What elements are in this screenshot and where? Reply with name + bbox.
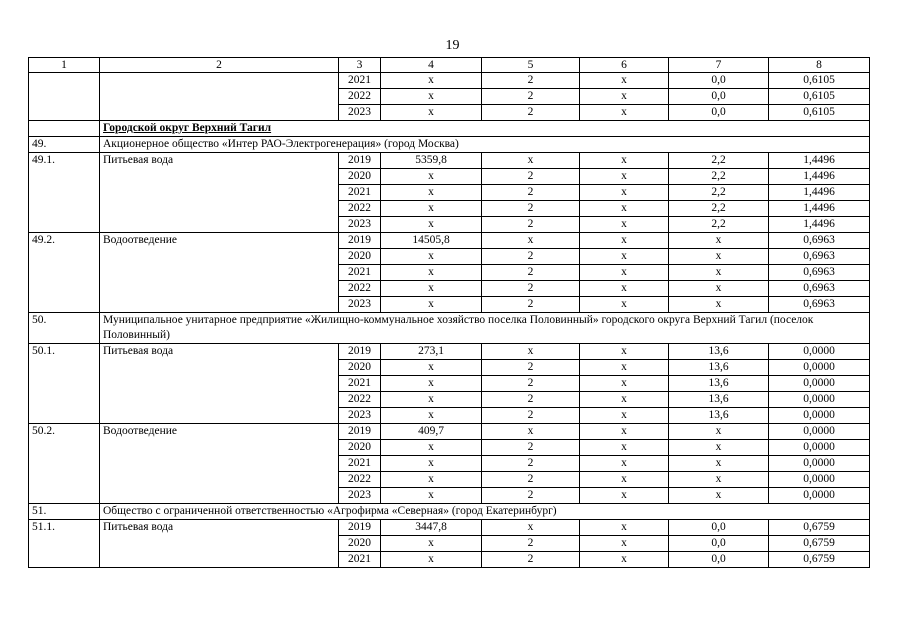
col7-cell: х [669,472,769,488]
col8-cell: 0,6105 [769,105,870,121]
table-body [29,58,870,568]
col5-cell: 2 [482,217,580,233]
col7-cell: 2,2 [669,153,769,169]
volume-cell: х [381,297,482,313]
col5-cell: 2 [482,456,580,472]
year-cell: 2021 [339,185,381,201]
volume-cell: х [381,456,482,472]
col8-cell: 1,4496 [769,185,870,201]
col6-cell: х [580,281,669,297]
volume-cell: х [381,536,482,552]
year-cell: 2020 [339,249,381,265]
table-row [29,344,870,360]
col5-cell: 2 [482,488,580,504]
row-number [29,73,100,121]
table-row [29,233,870,249]
col5-cell: 2 [482,376,580,392]
volume-cell: х [381,105,482,121]
col7-cell: х [669,440,769,456]
col6-cell: х [580,408,669,424]
col5-cell: 2 [482,249,580,265]
col8-cell: 0,6963 [769,233,870,249]
col7-cell: 0,0 [669,89,769,105]
col5-cell: 2 [482,392,580,408]
tariff-table [28,57,870,568]
volume-cell: х [381,265,482,281]
col7-cell: х [669,424,769,440]
year-cell: 2023 [339,297,381,313]
service-name: Водоотведение [100,424,339,504]
col8-cell: 1,4496 [769,201,870,217]
volume-cell: х [381,249,482,265]
service-name: Водоотведение [100,233,339,313]
col8-cell: 0,6759 [769,552,870,568]
col6-cell: х [580,169,669,185]
empty-cell [29,121,100,137]
volume-cell: х [381,392,482,408]
year-cell: 2022 [339,201,381,217]
col7-cell: 2,2 [669,201,769,217]
col5-cell: 2 [482,408,580,424]
col5-cell: 2 [482,105,580,121]
col6-cell: х [580,297,669,313]
year-cell: 2019 [339,153,381,169]
year-cell: 2019 [339,520,381,536]
col8-cell: 0,6963 [769,281,870,297]
column-header: 3 [339,58,381,73]
col5-cell: 2 [482,440,580,456]
volume-cell: х [381,552,482,568]
col8-cell: 0,0000 [769,440,870,456]
column-header: 7 [669,58,769,73]
column-header: 8 [769,58,870,73]
volume-cell: 5359,8 [381,153,482,169]
volume-cell: х [381,169,482,185]
col7-cell: 0,0 [669,105,769,121]
col8-cell: 0,6105 [769,73,870,89]
row-number: 49.1. [29,153,100,233]
col5-cell: 2 [482,536,580,552]
col6-cell: х [580,376,669,392]
year-cell: 2021 [339,552,381,568]
organization-name: Муниципальное унитарное предприятие «Жилищно-коммунальное хозяйство поселка Половинный» городского округа Верхний Тагил (поселок Половинный) [100,313,870,344]
col8-cell: 0,0000 [769,376,870,392]
col5-cell: 2 [482,472,580,488]
column-header: 4 [381,58,482,73]
volume-cell: 273,1 [381,344,482,360]
year-cell: 2020 [339,440,381,456]
col6-cell: х [580,472,669,488]
row-number: 51. [29,504,100,520]
section-title: Городской округ Верхний Тагил [100,121,870,137]
col5-cell: 2 [482,73,580,89]
volume-cell: х [381,472,482,488]
col7-cell: х [669,265,769,281]
col6-cell: х [580,344,669,360]
col5-cell: х [482,233,580,249]
volume-cell: х [381,89,482,105]
year-cell: 2020 [339,360,381,376]
year-cell: 2020 [339,169,381,185]
col6-cell: х [580,488,669,504]
col5-cell: 2 [482,265,580,281]
col8-cell: 0,6759 [769,520,870,536]
table-row [29,153,870,169]
volume-cell: х [381,440,482,456]
col7-cell: 0,0 [669,552,769,568]
col8-cell: 0,0000 [769,344,870,360]
col8-cell: 0,0000 [769,472,870,488]
col8-cell: 1,4496 [769,217,870,233]
service-name: Питьевая вода [100,153,339,233]
volume-cell: 409,7 [381,424,482,440]
year-cell: 2021 [339,265,381,281]
page-number: 19 [445,38,460,53]
col7-cell: 13,6 [669,392,769,408]
col5-cell: 2 [482,281,580,297]
col7-cell: 2,2 [669,185,769,201]
col6-cell: х [580,360,669,376]
col6-cell: х [580,456,669,472]
col5-cell: х [482,344,580,360]
col6-cell: х [580,424,669,440]
col7-cell: х [669,233,769,249]
col8-cell: 0,0000 [769,360,870,376]
col5-cell: 2 [482,360,580,376]
year-cell: 2023 [339,105,381,121]
year-cell: 2019 [339,344,381,360]
col8-cell: 0,6963 [769,249,870,265]
year-cell: 2023 [339,408,381,424]
col6-cell: х [580,440,669,456]
col5-cell: х [482,153,580,169]
column-header: 5 [482,58,580,73]
organization-row [29,313,870,344]
volume-cell: х [381,217,482,233]
col6-cell: х [580,392,669,408]
table-row [29,520,870,536]
col6-cell: х [580,201,669,217]
col5-cell: 2 [482,169,580,185]
volume-cell: х [381,376,482,392]
col6-cell: х [580,185,669,201]
volume-cell: 14505,8 [381,233,482,249]
col6-cell: х [580,520,669,536]
year-cell: 2021 [339,73,381,89]
year-cell: 2023 [339,217,381,233]
col7-cell: 13,6 [669,344,769,360]
col6-cell: х [580,265,669,281]
year-cell: 2021 [339,456,381,472]
col5-cell: 2 [482,201,580,217]
year-cell: 2023 [339,488,381,504]
service-name: Питьевая вода [100,520,339,568]
col8-cell: 0,0000 [769,488,870,504]
col6-cell: х [580,233,669,249]
table-row [29,424,870,440]
col7-cell: 0,0 [669,536,769,552]
column-header: 6 [580,58,669,73]
organization-row [29,504,870,520]
col6-cell: х [580,249,669,265]
col7-cell: х [669,297,769,313]
year-cell: 2019 [339,424,381,440]
col5-cell: 2 [482,552,580,568]
organization-row [29,137,870,153]
table-row [29,73,870,89]
volume-cell: х [381,408,482,424]
col7-cell: 2,2 [669,217,769,233]
col7-cell: 0,0 [669,520,769,536]
section-row [29,121,870,137]
col8-cell: 0,6759 [769,536,870,552]
column-header: 2 [100,58,339,73]
service-name: Питьевая вода [100,344,339,424]
year-cell: 2020 [339,536,381,552]
col7-cell: 13,6 [669,360,769,376]
col6-cell: х [580,552,669,568]
col8-cell: 1,4496 [769,169,870,185]
col8-cell: 0,6963 [769,265,870,281]
col7-cell: х [669,488,769,504]
col8-cell: 0,0000 [769,424,870,440]
volume-cell: 3447,8 [381,520,482,536]
col7-cell: 0,0 [669,73,769,89]
year-cell: 2021 [339,376,381,392]
col7-cell: х [669,281,769,297]
row-number: 50. [29,313,100,344]
volume-cell: х [381,73,482,89]
row-number: 50.2. [29,424,100,504]
year-cell: 2022 [339,89,381,105]
col7-cell: 13,6 [669,376,769,392]
col8-cell: 1,4496 [769,153,870,169]
row-number: 50.1. [29,344,100,424]
col5-cell: 2 [482,185,580,201]
col7-cell: х [669,456,769,472]
col7-cell: 2,2 [669,169,769,185]
col7-cell: х [669,249,769,265]
column-header: 1 [29,58,100,73]
volume-cell: х [381,185,482,201]
col8-cell: 0,6963 [769,297,870,313]
header-row [29,58,870,73]
row-number: 49. [29,137,100,153]
col8-cell: 0,0000 [769,392,870,408]
col5-cell: х [482,520,580,536]
col7-cell: 13,6 [669,408,769,424]
volume-cell: х [381,488,482,504]
organization-name: Акционерное общество «Интер РАО-Электрогенерация» (город Москва) [100,137,870,153]
col8-cell: 0,0000 [769,408,870,424]
col6-cell: х [580,105,669,121]
col6-cell: х [580,153,669,169]
col5-cell: 2 [482,89,580,105]
row-number: 51.1. [29,520,100,568]
volume-cell: х [381,281,482,297]
row-number: 49.2. [29,233,100,313]
year-cell: 2022 [339,281,381,297]
col6-cell: х [580,536,669,552]
col6-cell: х [580,217,669,233]
organization-name: Общество с ограниченной ответственностью «Агрофирма «Северная» (город Екатеринбург) [100,504,870,520]
col5-cell: х [482,424,580,440]
year-cell: 2019 [339,233,381,249]
year-cell: 2022 [339,392,381,408]
year-cell: 2022 [339,472,381,488]
volume-cell: х [381,201,482,217]
col6-cell: х [580,89,669,105]
service-name [100,73,339,121]
col8-cell: 0,0000 [769,456,870,472]
col6-cell: х [580,73,669,89]
col8-cell: 0,6105 [769,89,870,105]
volume-cell: х [381,360,482,376]
col5-cell: 2 [482,297,580,313]
